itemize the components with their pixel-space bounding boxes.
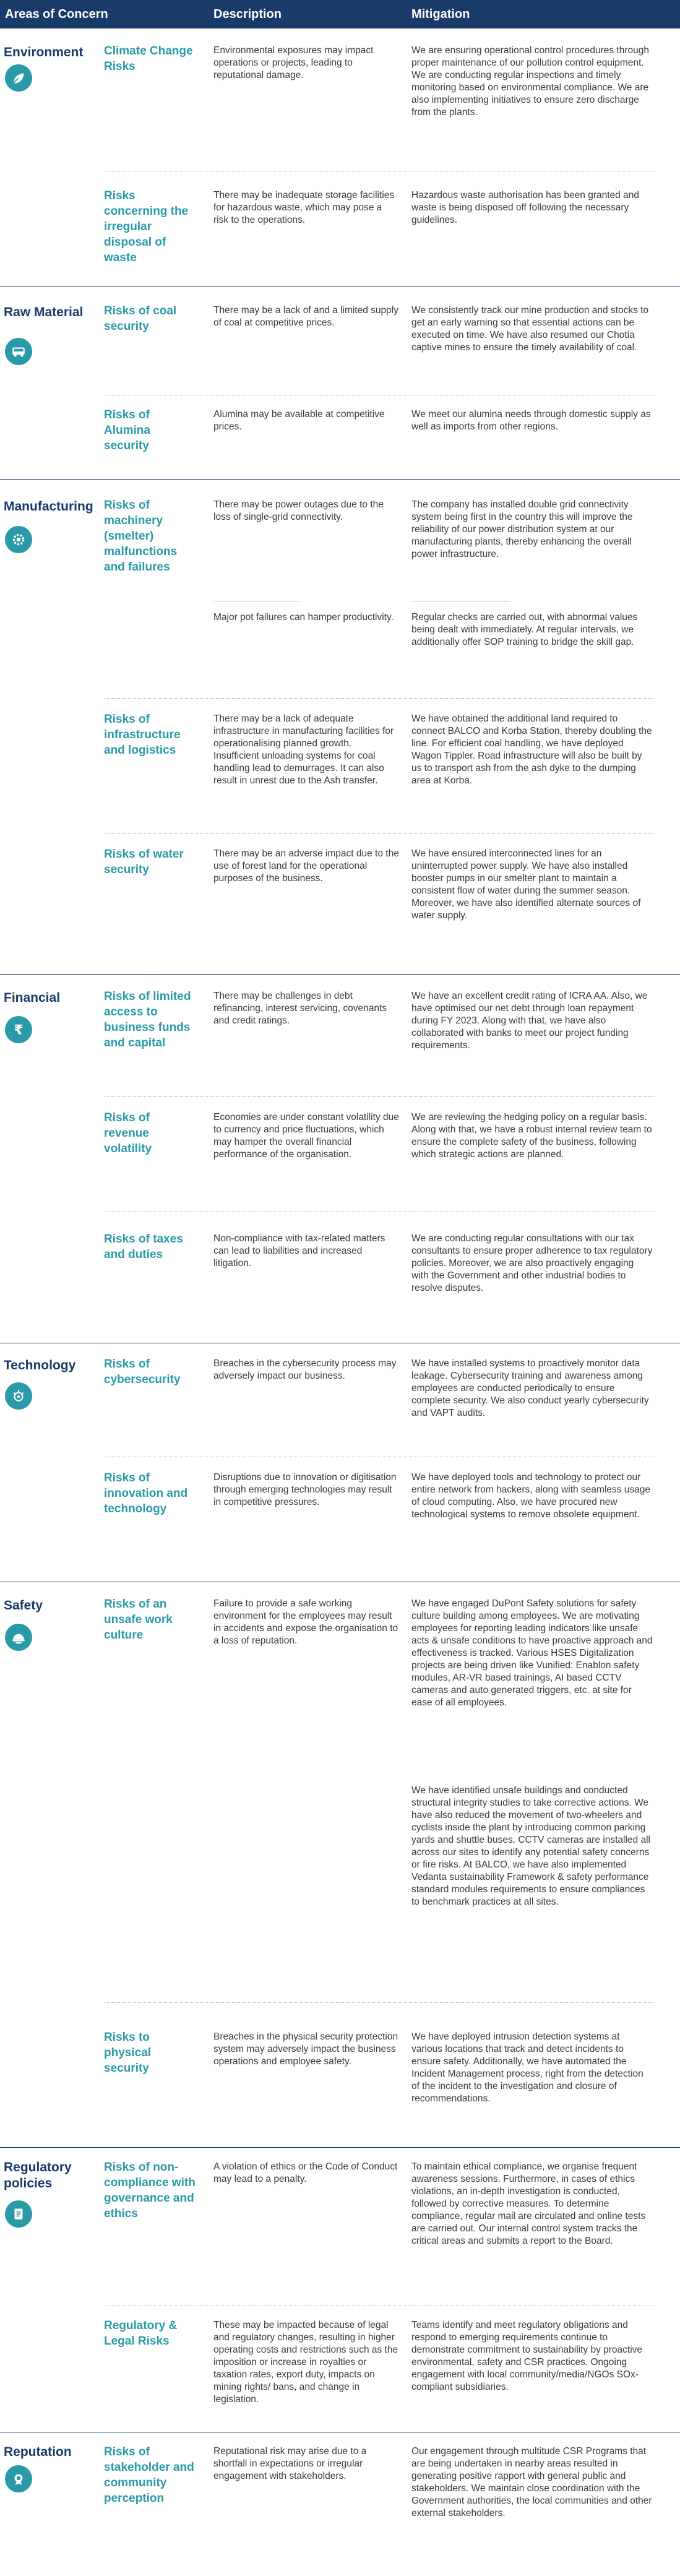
row-divider	[104, 698, 655, 699]
mit-coal-security: We consistently track our mine production and stocks to get an early warning so that essential actions can be executed on time. We have also resumed our Chotia captive mines to ensure the timely availability of coal.	[411, 305, 649, 353]
risk-revenue-volatility: Risks of revenue volatility	[104, 1111, 152, 1155]
desc-climate-change: Environmental exposures may impact operations or projects, leading to reputational damage.	[213, 45, 374, 80]
desc-revenue-volatility: Economies are under constant volatility due to currency and price fluctuations, which may hamper the overall financial performance of the organisation.	[213, 1112, 399, 1160]
header-description: Description	[213, 7, 282, 21]
mit-infrastructure-logistics: We have obtained the additional land required to connect BALCO and Korba Station, thereby doubling the line. For efficient coal handling, we have deployed Wagon Tippler. Road infrastructure will also be built by us to transport ash from the ash dyke to the dumping area at Korba.	[411, 713, 652, 786]
risk-climate-change: Climate Change Risks	[104, 45, 193, 73]
risk-water-security: Risks of water security	[104, 848, 184, 876]
desc-limited-access-funds: There may be challenges in debt refinancing, interest servicing, covenants and credit ratings.	[213, 991, 387, 1026]
desc-physical-security: Breaches in the physical security protection system may adversely impact the business operations and employee safety.	[213, 2031, 398, 2067]
desc-non-compliance-governance: A violation of ethics or the Code of Conduct may lead to a penalty.	[213, 2161, 398, 2184]
mit-unsafe-work-culture-2: We have identified unsafe buildings and conducted structural integrity studies to take corrective actions. We have also reduced the movement of two-wheelers and cyclists inside the plant by introducing common parking yards and shuttle buses. CCTV cameras are installed all across our sites to identify any potential safety concerns or fire risks. At BALCO, we have also implemented Vedanta sustainability Framework & safety performance standard modules requirements to ensure compliances to benchmark practices at all sites.	[411, 1785, 650, 1907]
risk-innovation-technology: Risks of innovation and technology	[104, 1471, 188, 1515]
desc-water-security: There may be an adverse impact due to the use of forest land for the operational purposes of the business.	[213, 848, 399, 884]
desc-regulatory-legal: These may be impacted because of legal and regulatory changes, resulting in higher operating costs and restrictions such as the imposition or increase in royalties or taxation rates, export duty, impacts on mining rights/ bans, and change in legislation.	[213, 2320, 398, 2405]
row-divider	[104, 2002, 655, 2003]
category-technology: Technology	[4, 1358, 76, 1372]
mit-stakeholder-perception: Our engagement through multitude CSR Programs that are being undertaken in nearby areas resulted in generating positive rapport with general public and stakeholders. We maintain close coordination with the Government authorities, the local communities and other external stakeholders.	[411, 2446, 652, 2518]
row-divider	[104, 1096, 655, 1097]
leaf-icon	[5, 64, 32, 92]
category-safety: Safety	[4, 1598, 43, 1613]
mit-revenue-volatility: We are reviewing the hedging policy on a regular basis. Along with that, we have a robust internal review team to ensure the complete safety of the business, following which strategic actions are planned.	[411, 1112, 652, 1160]
risk-unsafe-work-culture: Risks of an unsafe work culture	[104, 1598, 173, 1642]
category-raw-material: Raw Material	[4, 305, 84, 319]
row-divider	[104, 833, 655, 834]
desc-unsafe-work-culture: Failure to provide a safe working environment for the employees may result in accidents and expose the organisation to a loss of reputation.	[213, 1598, 398, 1646]
desc-cybersecurity: Breaches in the cybersecurity process may adversely impact our business.	[213, 1358, 397, 1381]
mit-cybersecurity: We have installed systems to proactively monitor data leakage. Cybersecurity training and awareness among employees are conducted periodically to ensure complete security. We also conduct yearly cybersecurity and VAPT audits.	[411, 1358, 649, 1418]
mit-unsafe-work-culture-1: We have engaged DuPont Safety solutions for safety culture building among employees. We are motivating employees for reporting leading indicators like unsafe acts & unsafe conditions to have proactive approach and effectiveness is tracked. Various HSES Digitalization projects are being driven like Vunified: Enablon safety modules, AR-VR based trainings, AI based CCTV cameras and auto generated triggers, etc. at site for ease of all employees.	[411, 1598, 653, 1708]
category-environment: Environment	[4, 45, 84, 59]
mit-physical-security: We have deployed intrusion detection systems at various locations that track and detect incidents to ensure safety. Additionally, we have automated the Incident Management process, right from the detection of the incident to the investigation and closure of recommendations.	[411, 2031, 643, 2104]
desc-irregular-waste: There may be inadequate storage facilities for hazardous waste, which may pose a risk to the operations.	[213, 190, 395, 225]
desc-stakeholder-perception: Reputational risk may arise due to a shortfall in expectations or irregular engagement with stakeholders.	[213, 2446, 367, 2481]
mit-machinery-malfunctions: The company has installed double grid connectivity system being first in the country this will improve the reliability of our power distribution system at our manufacturing plants, thereby enhancing the overall power infrastructure.	[411, 499, 633, 559]
sub-divider	[213, 601, 300, 602]
truck-icon	[5, 338, 32, 365]
category-financial: Financial	[4, 991, 61, 1005]
risk-machinery-malfunctions: Risks of machinery (smelter) malfunctions and failures	[104, 499, 178, 574]
category-divider	[0, 974, 680, 975]
risk-alumina-security: Risks of Alumina security	[104, 408, 150, 452]
mit-non-compliance-governance: To maintain ethical compliance, we organise frequent awareness sessions. Furthermore, in cases of ethics violations, an in-depth investigation is conducted, followed by corrective measures. To determine compliance, regular mail are circulated and online tests are carried out. Our internal control system tracks the critical areas and submits a report to the Board.	[411, 2161, 646, 2246]
category-regulatory-policies: Regulatory policies	[4, 2160, 72, 2190]
svg-text:₹: ₹	[14, 1022, 24, 1038]
mit-regulatory-legal: Teams identify and meet regulatory obligations and respond to emerging requirements continue to demonstrate commitment to sustainability by proactive environmental, safety and CSR practices. Ongoing engagement with local community/media/NGOs SOx-compliant subsidiaries.	[411, 2320, 643, 2392]
mit-limited-access-funds: We have an excellent credit rating of ICRA AA. Also, we have optimised our net debt through loan repayment during FY 2023. Along with that, we have also collaborated with banks to meet our project funding requirements.	[411, 991, 648, 1051]
risk-limited-access-funds: Risks of limited access to business funds and capital	[104, 990, 191, 1049]
category-divider	[0, 479, 680, 480]
desc-infrastructure-logistics: There may be a lack of adequate infrastructure in manufacturing facilities for operationalising planned growth. Insufficient unloading systems for coal handling lead to demurrages. It can also result in unrest due to the Ash transfer.	[213, 713, 394, 786]
mit-water-security: We have ensured interconnected lines for an uninterrupted power supply. We have also installed booster pumps in our smelter plant to maintain a consistent flow of water during the summer season. Moreover, we have also identified alternate sources of water supply.	[411, 848, 641, 921]
desc-innovation-technology: Disruptions due to innovation or digitisation through emerging technologies may result in competitive pressures.	[213, 1472, 397, 1507]
risk-taxes-duties: Risks of taxes and duties	[104, 1233, 183, 1261]
mit-alumina-security: We meet our alumina needs through domestic supply as well as imports from other regions.	[411, 409, 651, 432]
mit-taxes-duties: We are conducting regular consultations with our tax consultants to ensure proper adherence to tax regulatory policies. Moreover, we are also proactively engaging with the Government and other industrial bodies to resolve disputes.	[411, 1233, 653, 1293]
risk-regulatory-legal: Regulatory & Legal Risks	[104, 2319, 178, 2348]
mit-innovation-technology: We have deployed tools and technology to protect our entire network from hackers, along with seamless usage of cloud computing. Also, we have procured new technological systems to remove obsolete equipment.	[411, 1472, 650, 1520]
helmet-icon	[5, 1624, 32, 1651]
desc-machinery-malfunctions: There may be power outages due to the loss of single-grid connectivity.	[213, 499, 384, 522]
risk-irregular-waste: Risks concerning the irregular disposal of waste	[104, 189, 189, 264]
risk-cybersecurity: Risks of cybersecurity	[104, 1358, 181, 1386]
desc-taxes-duties: Non-compliance with tax-related matters can lead to liabilities and increased litigation.	[213, 1233, 385, 1269]
risk-physical-security: Risks to physical security	[104, 2031, 152, 2075]
risk-infrastructure-logistics: Risks of infrastructure and logistics	[104, 713, 181, 757]
risk-non-compliance-governance: Risks of non-compliance with governance and ethics	[104, 2161, 196, 2220]
header-mitigation: Mitigation	[411, 7, 470, 21]
document-icon	[5, 2200, 32, 2228]
sub-divider	[411, 601, 510, 602]
category-divider	[0, 2147, 680, 2148]
table-header	[0, 0, 680, 28]
desc-alumina-security: Alumina may be available at competitive prices.	[213, 409, 385, 432]
category-manufacturing: Manufacturing	[4, 499, 93, 514]
category-reputation: Reputation	[4, 2445, 72, 2459]
risk-stakeholder-perception: Risks of stakeholder and community perception	[104, 2445, 194, 2505]
network-icon	[5, 1382, 32, 1410]
desc-pot-failures: Major pot failures can hamper productivity.	[213, 612, 394, 622]
mit-climate-change: We are ensuring operational control procedures through proper maintenance of our pollution control equipment. We are conducting regular inspections and timely monitoring based on environmental compliance. We are also implementing initiatives to ensure zero discharge from the plants.	[411, 45, 650, 118]
mit-pot-failures: Regular checks are carried out, with abnormal values being dealt with immediately. At regular intervals, we additionally offer SOP training to bridge the skill gap.	[411, 612, 638, 647]
gear-icon	[5, 526, 32, 553]
medal-icon	[5, 2465, 32, 2492]
mit-irregular-waste: Hazardous waste authorisation has been granted and waste is being disposed off following the necessary guidelines.	[411, 190, 639, 225]
desc-coal-security: There may be a lack of and a limited supply of coal at competitive prices.	[213, 305, 398, 328]
risk-coal-security: Risks of coal security	[104, 304, 177, 333]
header-areas-of-concern: Areas of Concern	[5, 7, 108, 21]
rupee-icon	[5, 1016, 32, 1043]
